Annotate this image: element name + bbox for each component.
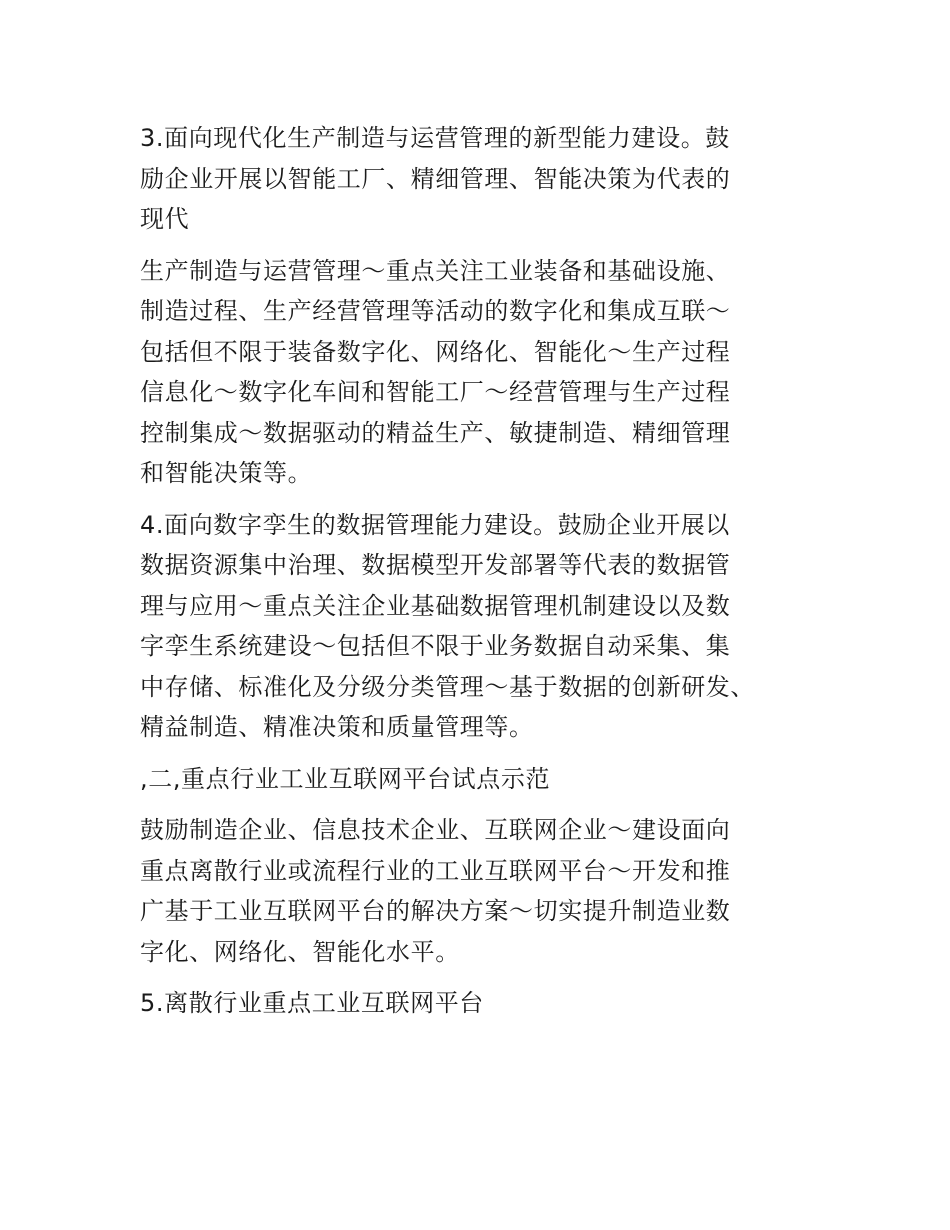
text-line: 数据资源集中治理、数据模型开发部署等代表的数据管 (140, 551, 731, 579)
section-heading (140, 759, 820, 800)
paragraph-item-5 (140, 983, 820, 1024)
paragraph-item-3 (140, 118, 820, 240)
paragraph-section-body (140, 810, 820, 972)
text-line: 字孪生系统建设～包括但不限于业务数据自动采集、集 (140, 632, 731, 660)
text-line: ,二,重点行业工业互联网平台试点示范 (140, 764, 551, 793)
text-line: 励企业开展以智能工厂、精细管理、智能决策为代表的 (140, 164, 731, 193)
paragraph-item-4 (140, 505, 820, 748)
text-line: 3.面向现代化生产制造与运营管理的新型能力建设。鼓 (140, 124, 730, 152)
text-line: 包括但不限于装备数字化、网络化、智能化～生产过程 (140, 337, 731, 366)
paragraph-item-3-continued (140, 251, 820, 494)
text-line: 字化、网络化、智能化水平。 (140, 937, 460, 966)
text-line: 生产制造与运营管理～重点关注工业装备和基础设施、 (140, 256, 731, 285)
text-line: 理与应用～重点关注企业基础数据管理机制建设以及数 (140, 591, 731, 620)
text-line: 现代 (140, 205, 190, 233)
text-line: 广基于工业互联网平台的解决方案～切实提升制造业数 (140, 897, 731, 925)
text-line: 控制集成～数据驱动的精益生产、敏捷制造、精细管理 (140, 418, 731, 447)
document-page (140, 118, 820, 1024)
text-line: 重点离散行业或流程行业的工业互联网平台～开发和推 (140, 856, 731, 885)
text-line: 鼓励制造企业、信息技术企业、互联网企业～建设面向 (140, 816, 731, 844)
text-line: 信息化～数字化车间和智能工厂～经营管理与生产过程 (140, 378, 731, 406)
text-line: 4.面向数字孪生的数据管理能力建设。鼓励企业开展以 (140, 510, 730, 539)
text-line: 5.离散行业重点工业互联网平台 (140, 989, 484, 1017)
text-line: 精益制造、精准决策和质量管理等。 (140, 713, 534, 741)
text-line: 制造过程、生产经营管理等活动的数字化和集成互联～ (140, 297, 731, 325)
text-line: 中存储、标准化及分级分类管理～基于数据的创新研发、 (140, 672, 755, 701)
text-line: 和智能决策等。 (140, 459, 313, 487)
